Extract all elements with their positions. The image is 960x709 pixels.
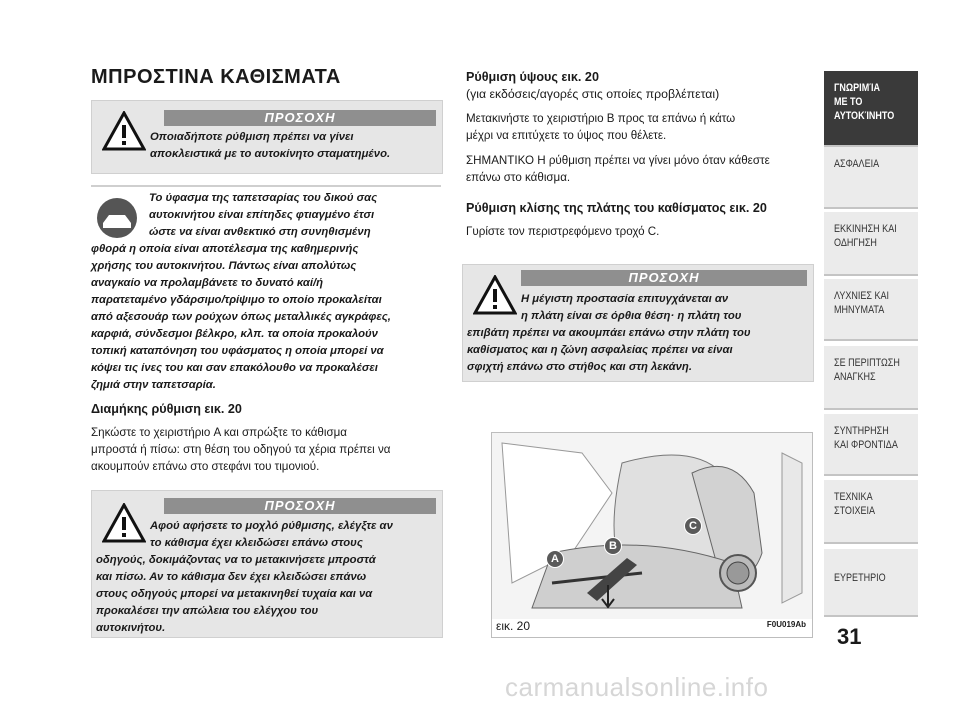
label-b: B (604, 537, 622, 555)
watermark: carmanualsonline.info (505, 672, 769, 702)
sidebar-item-maintenance[interactable]: ΣΥΝΤΗΡΗΣΗ ΚΑΙ ΦΡΟΝΤΙΔΑ (824, 414, 918, 476)
sidebar-item-starting-driving[interactable]: ΕΚΚΙΝΗΣΗ ΚΑΙ ΟΔΗΓΗΣΗ (824, 212, 918, 276)
longitudinal-text: Σηκώστε το χειριστήριο A και σπρώξτε το κάθισμα μπροστά ή πίσω: στη θέση του οδηγού τα χέρια πρέπει να ακουμπούν επάνω στο στεφάνι του τιμονιού. (91, 426, 391, 473)
warning-text: Η μέγιστη προστασία επιτυγχάνεται αν η πλάτη είναι σε όρθια θέση· η πλάτη του επιβάτη πρέπει να ακουμπάει επάνω στην πλάτη του καθίσματος και η ζώνη ασφαλείας πρέπει να είναι σφιχτή επάνω στο στήθος και στη λεκάνη. (467, 293, 751, 373)
sidebar-item-technical-data[interactable]: ΤΕΧΝΙΚΑ ΣΤΟΙΧΕΙΑ (824, 480, 918, 544)
warning-header: ΠΡΟΣΟΧΗ (164, 110, 436, 126)
sidebar-item-getting-to-know[interactable]: ΓΝΩΡΙΜΊΑ ΜΕ ΤΟ ΑΥΤΟΚΊΝΗΤΟ (824, 71, 918, 147)
sidebar-item-emergency[interactable]: ΣΕ ΠΕΡΙΠΤΩΣΗ ΑΝΑΓΚΗΣ (824, 346, 918, 410)
height-text: Μετακινήστε το χειριστήριο B προς τα επάνω ή κάτω μέχρι να επιτύχετε το ύψος που θέλετε. ΣΗΜΑΝΤΙΚΟ Η ρύθμιση πρέπει να γίνει μόνο όταν κάθεστε επάνω στο κάθισμα. (466, 112, 770, 184)
separator (91, 185, 441, 187)
seat-adjustment-figure (491, 432, 813, 638)
page-title: ΜΠΡΟΣΤΙΝΑ ΚΑΘΙΣΜΑΤΑ (91, 66, 341, 88)
upholstery-note: Το ύφασμα της ταπετσαρίας του δικού σας αυτοκινήτου είναι επίτηδες φτιαγμένο έτσι ώστε να είναι ανθεκτικό στη συνηθισμένη φθορά η οποία είναι αποτέλεσμα της καθημερινής χρήσης του αυτοκινήτου. Πάντως είναι απολύτως αναγκαίο να προλαμβάνετε το δυνατό καί/ή παρατεταμένο γδάρσιμο/τρίψιμο το οποίο προκαλείται από αξεσουάρ των ρούχων όπως μεταλλικές αγκράφες, καρφιά, σύνδεσμοι βέλκρο, κλπ. τα οποία προκαλούν τοπική καταπόνηση του υφάσματος η οποία μπορεί να κόψει τις ίνες του και σαν επακόλουθο να προκαλέσει ζημιά στην ταπετσαρία. (91, 192, 391, 391)
figure-code: F0U019Ab (766, 620, 806, 629)
warning-header: ΠΡΟΣΟΧΗ (521, 270, 807, 286)
label-c: C (684, 517, 702, 535)
recline-heading: Ρύθμιση κλίσης της πλάτης του καθίσματος εικ. 20 (466, 201, 767, 215)
warning-box-1 (91, 100, 443, 174)
sidebar-item-safety[interactable]: ΑΣΦΑΛΕΙΑ (824, 147, 918, 209)
warning-box-2 (91, 490, 443, 638)
height-subheading: (για εκδόσεις/αγορές στις οποίες προβλέπεται) (466, 87, 720, 101)
warning-triangle-icon (102, 111, 146, 151)
figure-caption: εικ. 20 (496, 619, 531, 633)
page-number: 31 (837, 624, 862, 649)
warning-text: Αφού αφήσετε το μοχλό ρύθμισης, ελέγξτε αν το κάθισμα έχει κλειδώσει επάνω στους οδηγούς, δοκιμάζοντας να το μετακινήσετε μπροστά και πίσω. Αν το κάθισμα δεν έχει κλειδώσει επάνω στους οδηγούς μπορεί να μετακινηθεί τυχαία και να προκαλέσει την απώλεια του ελέγχου του αυτοκινήτου. (96, 520, 393, 634)
warning-box-3 (462, 264, 814, 382)
recline-text: Γυρίστε τον περιστρεφόμενο τροχό C. (466, 225, 660, 238)
warning-header: ΠΡΟΣΟΧΗ (164, 498, 436, 514)
longitudinal-heading: Διαμήκης ρύθμιση εικ. 20 (91, 402, 242, 416)
height-heading: Ρύθμιση ύψους εικ. 20 (466, 70, 599, 84)
sidebar-item-lights-messages[interactable]: ΛΥΧΝΙΕΣ ΚΑΙ ΜΗΝΥΜΑΤΑ (824, 279, 918, 341)
sidebar-item-index[interactable]: ΕΥΡΕΤΗΡΙΟ (824, 549, 918, 617)
label-a: A (546, 550, 564, 568)
seat-illustration (492, 433, 812, 619)
warning-text: Οποιαδήποτε ρύθμιση πρέπει να γίνει αποκλειστικά με το αυτοκίνητο σταματημένο. (150, 131, 391, 160)
